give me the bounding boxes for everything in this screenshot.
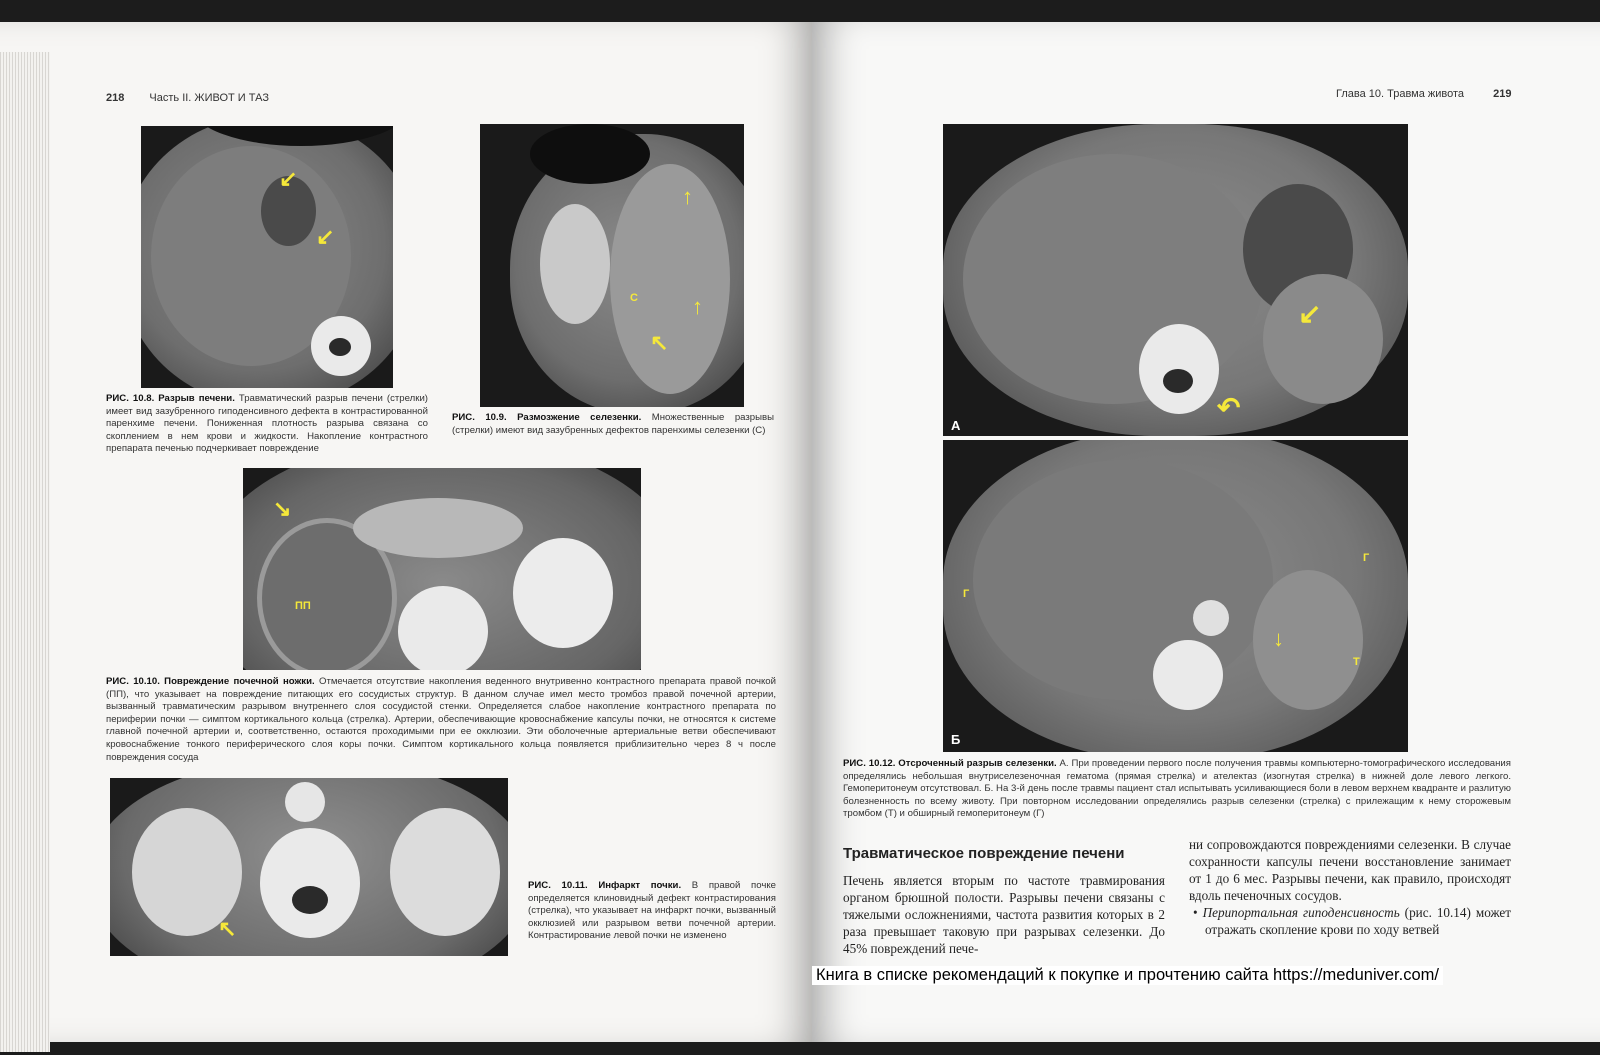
footer-note: Книга в списке рекомендаций к покупке и прочтению сайта https://meduniver.com/	[812, 966, 1443, 985]
left-page-number: 218	[106, 92, 125, 104]
left-running-head	[106, 92, 269, 104]
fig-10-8-image	[141, 126, 393, 388]
right-page-number: 219	[1493, 88, 1512, 100]
hemoperitoneum-label: Г	[1363, 552, 1370, 564]
hemoperitoneum-label: Г	[963, 588, 970, 600]
arrow-icon: ↙	[1298, 298, 1322, 329]
left-running-title: Часть II. ЖИВОТ И ТАЗ	[149, 92, 269, 104]
arrow-icon: ↘	[273, 496, 292, 521]
arrow-icon: ↑	[692, 294, 703, 319]
curved-arrow-icon: ↶	[1217, 392, 1241, 423]
bullet-item: • Перипортальная гиподенсивность (рис. 10.14) может отражать скопление крови по ходу ветвей	[1193, 905, 1512, 937]
fig-10-12a-image	[943, 124, 1408, 436]
fig-10-11-image	[110, 778, 508, 956]
panel-b-label: Б	[951, 732, 961, 747]
arrow-icon: ↖	[650, 330, 669, 355]
right-running-head	[1336, 88, 1511, 100]
arrow-icon: ↖	[218, 916, 237, 941]
fig-10-12b-image	[943, 440, 1408, 752]
arrow-icon: ↙	[279, 166, 298, 191]
section-heading: Травматическое повреждение печени	[843, 845, 1125, 862]
fig-10-10-caption: РИС. 10.10. Повреждение почечной ножки. Отмечается отсутствие накопления веденного внутривенно контрастного препарата правой почкой (ПП), что указывает на повреждение питающих его сосудистых структур. В данном случае имел место тромбоз правой почечной артерии, вызванный травматическим разрывом внутреннего слоя сосудистой стенки. Определяется слабое накопление контрастного препарата по периферии почки — симптом кортикального кольца (стрелка). Артерии, обеспечивающие кровоснабжение капсулы почки, не относятся к системе главной почечной артерии и, соответственно, остаются проходимыми при ее окклюзии. Эти оболочечные артериальные ветви обеспечивают кровоснабжение тонкого периферического слоя коры почки. Симптом кортикального кольца появляется приблизительно через 8 ч после повреждения сосуда	[106, 676, 776, 763]
col2-paragraph: ни сопровождаются повреждениями селезенки. В случае сохранности капсулы печени восстановление занимает от 1 до 6 мес. Разрывы печени, как правило, происходят вдоль печеночных сосудов.	[1189, 837, 1511, 903]
arrow-icon: ↑	[682, 184, 693, 209]
panel-a-label: А	[951, 418, 961, 433]
bullet-text: (рис. 10.14) может отражать скопление крови по ходу ветвей	[1205, 905, 1512, 937]
thrombus-label: Т	[1353, 656, 1360, 668]
arrow-icon: ↓	[1273, 626, 1284, 651]
fig-10-8-caption: РИС. 10.8. Разрыв печени. Травматический разрыв печени (стрелки) имеет вид зазубренного гиподенсивного дефекта в контрастированной паренхиме печени. Пониженная плотность разрыва связана со скоплением в нем крови и жидкости. Накопление контрастного препарата печенью подчеркивает повреждение	[106, 393, 429, 455]
page-edge	[0, 52, 50, 1052]
bullet-term: Перипортальная гиподенсивность	[1202, 905, 1400, 920]
fig-10-9-caption: РИС. 10.9. Размозжение селезенки. Множественные разрывы (стрелки) имеют вид зазубренных дефектов паренхимы селезенки (С)	[452, 412, 775, 436]
fig-10-12-caption: РИС. 10.12. Отсроченный разрыв селезенки. А. При проведении первого после получения травмы компьютерно-томографического исследования определялись небольшая внутриселезеночная гематома (прямая стрелка) и ателектаз (изогнутая стрелка) в нижней доле левого легкого. Гемоперитонеум отсутствовал. Б. На 3-й день после травмы пациент стал испытывать усиливающиеся боли в левом верхнем квадранте и разлитую болезненность по всему животу. При повторном исследовании определялись разрыв селезенки (стрелка) с прилежащим к нему сторожевым тромбом (Т) и обширный гемоперитонеум (Г)	[843, 758, 1511, 820]
arrow-icon: ↙	[316, 224, 335, 249]
right-running-title: Глава 10. Травма живота	[1336, 88, 1465, 100]
spleen-label: С	[630, 292, 638, 304]
body-text-col2	[1189, 836, 1511, 938]
right-kidney-label: ПП	[295, 600, 311, 612]
fig-10-11-caption: РИС. 10.11. Инфаркт почки. В правой почке определяется клиновидный дефект контрастирования (стрелка), что указывает на инфаркт почки, вызванный окклюзией или разрывом ветви почечной артерии. Контрастирование левой почки не изменено	[528, 880, 776, 942]
fig-10-10-image	[243, 468, 641, 670]
body-text-col1: Печень является вторым по частоте травмирования органом брюшной полости. Разрывы печени связаны с тяжелыми осложнениями, частота развития которых в 2 раза превышает таковую при разрывах селезенки. До 45% повреждений пече-	[843, 873, 1165, 956]
fig-10-9-image	[480, 124, 744, 407]
